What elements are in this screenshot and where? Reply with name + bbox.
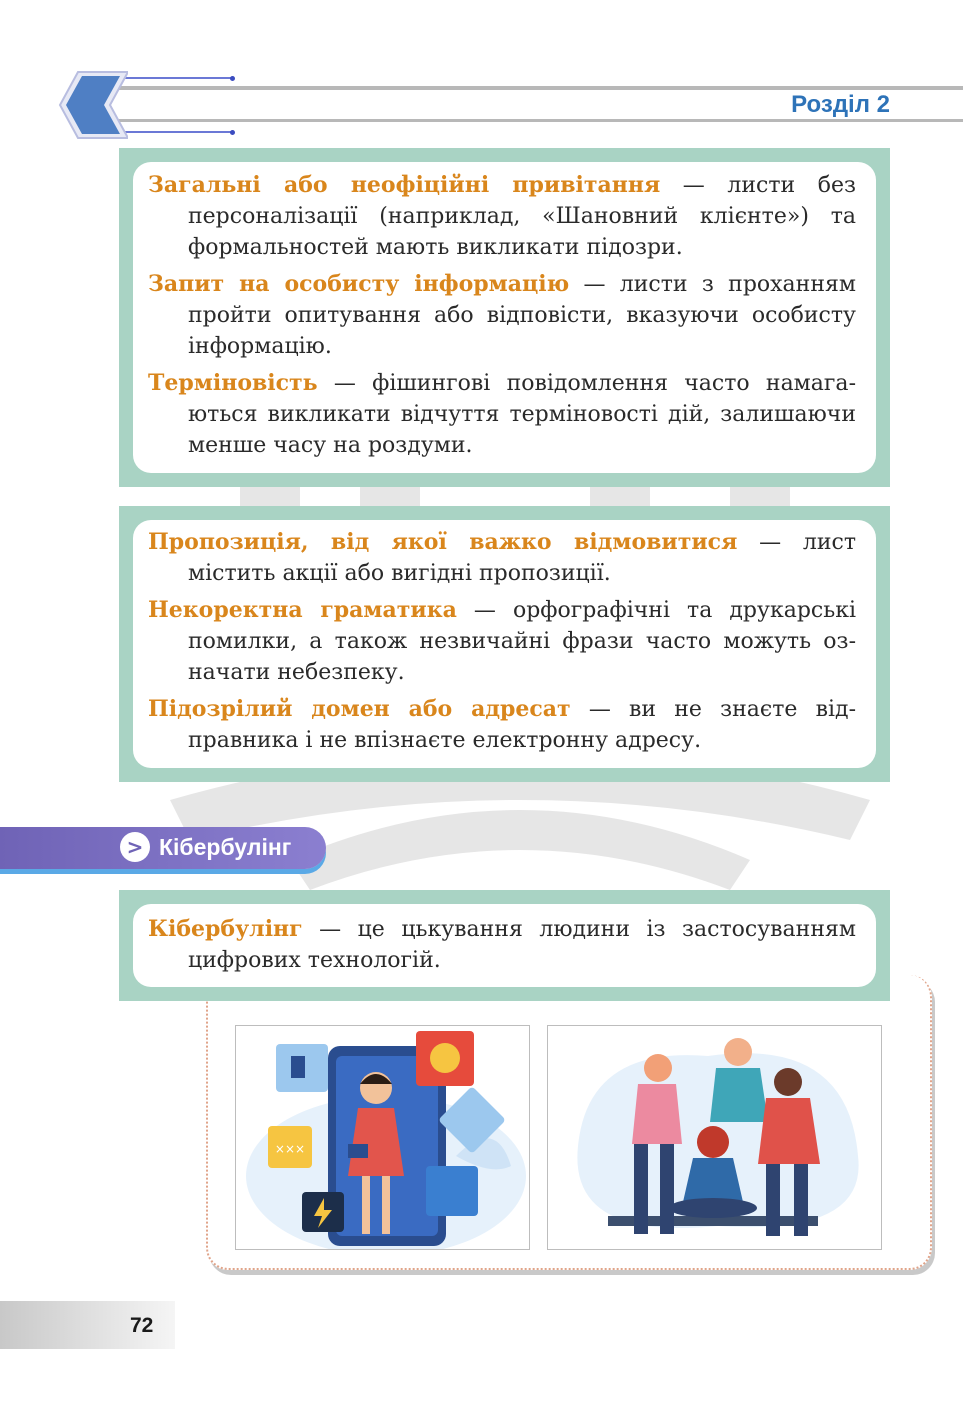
definition-text: — фішингові повідомлення часто намагаються викликати відчуття терміновості дій, залишаючи менше часу на роздуми. [188,371,856,458]
definition-entry [148,170,856,263]
group-bullying-illustration [547,1025,882,1250]
definition-text: — ви не знаєте відправника і не впізнаєте електронну адресу. [188,697,856,753]
definition-term: Терміновість [148,370,318,396]
definition-entry [148,527,856,589]
page-number: 72 [130,1314,154,1337]
header-dot-bottom [230,130,235,135]
header-rule-bottom [112,119,963,122]
definition-entry [148,914,856,976]
definition-entry [148,694,856,756]
definition-term: Запит на особисту інформацію [148,271,570,297]
definition-term: Пропозиція, від якої важко відмовитися [148,529,738,555]
definition-entry [148,595,856,688]
definition-text: — листи без персоналізації (наприклад, «Шановний клієнте») та формальностей мають викликати підозри. [188,173,856,260]
definition-entry [148,269,856,362]
phone-bullying-image [236,1026,529,1249]
group-bullying-image [548,1026,881,1249]
phone-bullying-illustration [235,1025,530,1250]
chevron-right-icon: > [120,832,150,862]
header-dot-top [230,76,235,81]
chevron-left-icon [58,70,128,140]
section-tab-label: Кібербулінг [159,834,292,860]
bubble-text: ××× [274,1142,306,1156]
definition-text: — орфографічні та друкарські помилки, а також незвичайні фрази часто можуть означати небезпеку. [188,598,856,685]
definition-term: Загальні або неофіційні привітання [148,172,661,198]
definition-term: Кібербулінг [148,916,303,942]
definition-text: — лист містить акції або вигідні пропозиції. [188,530,856,586]
section-header-title: Розділ 2 [791,91,890,118]
definition-term: Некоректна граматика [148,597,457,623]
definition-text: — це цькування людини із застосуванням цифрових технологій. [188,917,856,973]
definition-term: Підозрілий домен або адресат [148,696,571,722]
header-thin-line-bottom [118,131,233,133]
definition-text: — листи з проханням пройти опитування або відповісти, вказуючи особисту інформацію. [188,272,856,359]
header-thin-line-top [118,77,233,79]
definition-entry [148,368,856,461]
